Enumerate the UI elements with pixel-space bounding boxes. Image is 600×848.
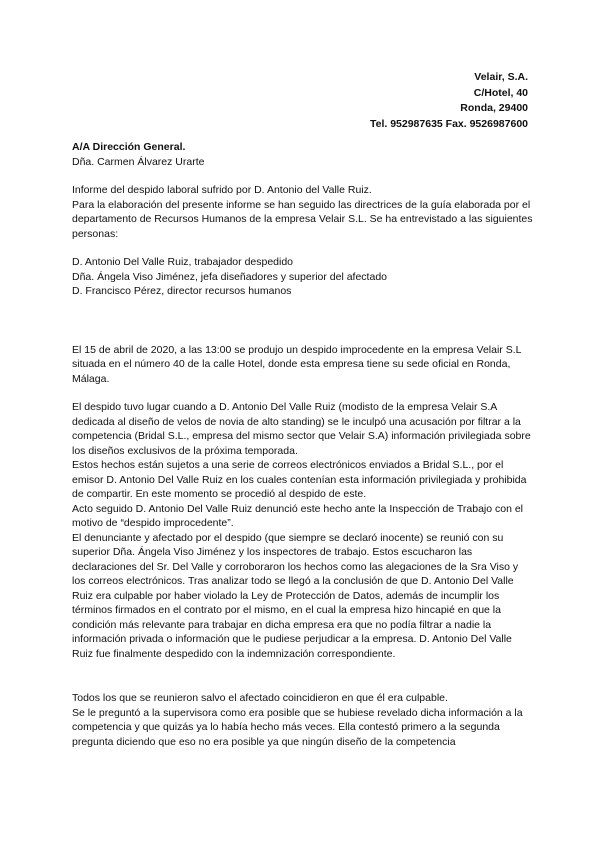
intro-line-1: Informe del despido laboral sufrido por D. Antonio del Valle Ruiz. [72,184,372,196]
intro-paragraph: Para la elaboración del presente informe se han seguido las directrices de la guía elaborada por el departamento de Recursos Humanos de la empresa Velair S.L. Se ha entrevistado a las siguientes personas: [72,198,533,240]
event-paragraph: El 15 de abril de 2020, a las 13:00 se produjo un despido improcedente en la empresa Velair S.L situada en el número 40 de la calle Hotel, donde esta empresa tiene su sede oficial en Ronda, Málaga. [72,343,522,385]
sender-street: C/Hotel, 40 [473,86,528,99]
details-paragraph-4: El denunciante y afectado por el despido (que siempre se declaró inocente) se reunió con su superior Dña. Ángela Viso Jiménez y los inspectores de trabajo. Estos escucharon las declaraciones del Sr. Del Valle y corroboraron los hechos como las alegaciones de la Sra Viso y los correos electrónicos. Tras analizar todo se llegó a la conclusión de que D. Antonio Del Valle Ruiz era culpable por haber violado la Ley de Protección de Datos, además de incumplir los términos firmados en el contrato por el mismo, en el cual la empresa hizo hincapié en que la condición más relevante para trabajar en dicha empresa era que no podía filtrar a nadie la información privada o información que le pudiese perjudicar a la empresa. D. Antonio Del Valle Ruiz fue finalmente despedido con la indemnización correspondiente. [72,531,519,660]
sender-city: Ronda, 29400 [460,102,528,114]
sender-phone-fax: Tel. 952987635 Fax. 9526987600 [369,117,528,130]
document-body [72,140,534,749]
interviewee-item: D. Antonio Del Valle Ruiz, trabajador despedido [72,256,294,268]
recipient-name: Dña. Carmen Álvarez Urarte [72,155,205,168]
details-paragraph-1: El despido tuvo lugar cuando a D. Antonio Del Valle Ruiz (modisto de la empresa Velair S.A dedicada al diseño de velos de novia de alto standing) se le inculpó una acusación por filtrar a la competencia (Bridal S.L., empresa del mismo sector que Velair S.A) información privilegiada sobre los diseños exclusivos de la próxima temporada. [72,401,531,457]
sender-company: Velair, S.A. [474,71,528,83]
conclusion-paragraph: Se le preguntó a la supervisora como era posible que se hubiese revelado dicha información a la competencia y que quizás ya lo había hecho más veces. Ella contestó primero a la segunda pregunta diciendo que eso no era posible ya que ningún diseño de la competencia [72,706,523,748]
conclusion-line-1: Todos los que se reunieron salvo el afectado coincidieron en que él era culpable. [72,692,448,704]
interviewee-item: D. Francisco Pérez, director recursos humanos [72,285,292,297]
details-paragraph-2: Estos hechos están sujetos a una serie de correos electrónicos enviados a Bridal S.L., por el emisor D. Antonio Del Valle Ruiz en los cuales contenían esta información privilegiada y prohibida de compartir. En este momento se procedió al despido de este. [72,459,527,500]
recipient-title: A/A Dirección General. [72,141,186,153]
interviewee-item: Dña. Ángela Viso Jiménez, jefa diseñadores y superior del afectado [72,270,387,283]
details-paragraph-3: Acto seguido D. Antonio Del Valle Ruiz denunció este hecho ante la Inspección de Trabajo con el motivo de “despido improcedente”. [72,502,524,529]
sender-address-block [370,70,528,132]
